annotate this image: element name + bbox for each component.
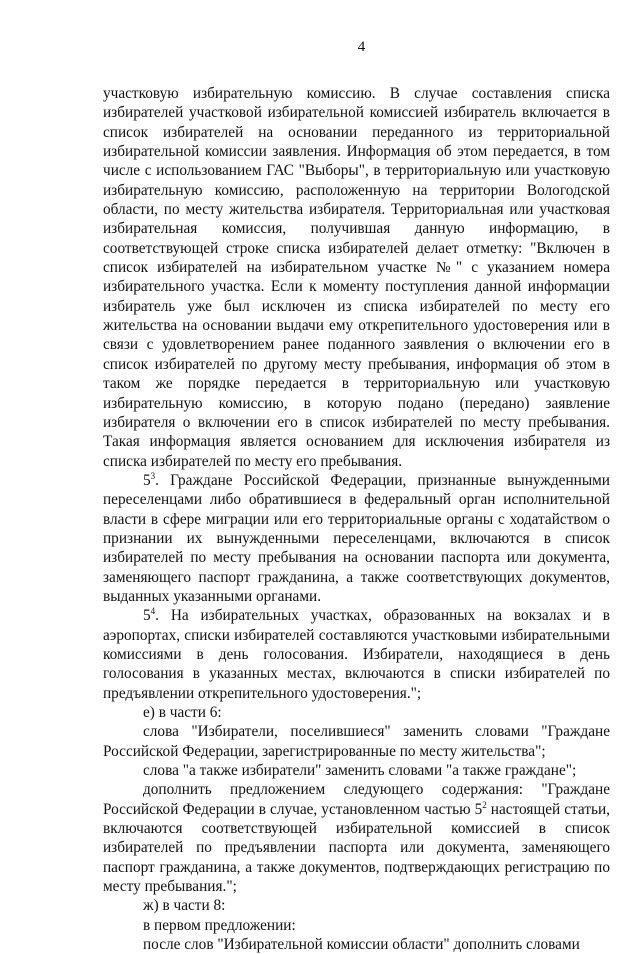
paragraph (103, 916, 610, 935)
paragraph (103, 780, 610, 896)
paragraph-text: в первом предложении: (143, 916, 296, 934)
paragraph (103, 896, 610, 915)
paragraph (103, 84, 610, 471)
superscript-index: 4 (150, 606, 156, 617)
paragraph (103, 722, 610, 761)
paragraph (103, 761, 610, 780)
document-body (103, 84, 610, 954)
paragraph-text: после слов "Избирательной комиссии области" дополнить словами (143, 936, 580, 954)
paragraph-text: . Граждане Российской Федерации, признанные вынужденными переселенцами либо обратившиеся в федеральный орган исполнительной власти в сфере миграции или его территориальные органы с ходатайством о признании их вынужденными переселенцами, включаются в список избирателей по месту пребывания на основании паспорта или документа, заменяющего паспорт гражданина, а также соответствующих документов, выданных указанными органами. (103, 471, 610, 605)
paragraph-text: 5 (143, 471, 151, 489)
paragraph-text: ж) в части 8: (143, 897, 226, 915)
paragraph-text: слова "Избиратели, поселившиеся" заменить словами "Граждане Российской Федерации, зарегистрированные по месту жительства"; (103, 723, 610, 760)
paragraph-text: . На избирательных участках, образованных на вокзалах и в аэропортах, списки избирателей составляются участковыми избирательными комиссиями в день голосования. Избиратели, находящиеся в день голосования в указанных местах, включаются в списки избирателей по предъявлении открепительного удостоверения."; (103, 607, 610, 702)
superscript-index: 2 (482, 799, 487, 810)
paragraph-text: е) в части 6: (143, 704, 222, 721)
paragraph (103, 471, 610, 606)
paragraph-text: участковую избирательную комиссию. В случае составления списка избирателей участковой избирательной комиссией избиратель включается в список избирателей на основании переданного из территориальной избирательной комиссии заявления. Информация об этом передается, в том числе с использованием ГАС "Выборы", в территориальную или участковую избирательную комиссию, расположенную на территории Вологодской области, по месту жительства избирателя. Территориальная или участковая избирательная комиссия, получившая данную информацию, в соответствующей строке списка избирателей делает отметку: "Включен в список избирателей на избирательном участке №" с указанием номера избирательного участка. Если к моменту поступления данной информации избиратель уже был исключен из списка избирателей по месту его жительства на основании выдачи ему открепительного удостоверения или в связи с удовлетворением ранее поданного заявления о включении его в список избирателей по другому месту пребывания, информация об этом в таком же порядке передается в территориальную или участковую избирательную комиссию, в которую подано (передано) заявление избирателя о включении его в список избирателей по месту пребывания. Такая информация является основанием для исключения избирателя из списка избирателей по месту его пребывания. (103, 85, 610, 470)
superscript-index: 3 (150, 470, 156, 481)
paragraph-text: 5 (143, 607, 151, 625)
paragraph (103, 935, 610, 954)
paragraph (103, 703, 610, 722)
page-number: 4 (357, 39, 366, 55)
paragraph-text: настоящей статьи, включаются соответствующей избирательной комиссией в список избирателей по предъявлении паспорта или документа, заменяющего паспорт гражданина, а также документов, подтверждающих регистрацию по месту пребывания."; (103, 800, 610, 896)
paragraph (103, 606, 610, 703)
paragraph-text: дополнить предложением следующего содержания: "Граждане Российской Федерации в случае, установленном частью 5 (103, 781, 610, 818)
paragraph-text: слова "а также избиратели" заменить словами "а также граждане"; (143, 762, 577, 780)
